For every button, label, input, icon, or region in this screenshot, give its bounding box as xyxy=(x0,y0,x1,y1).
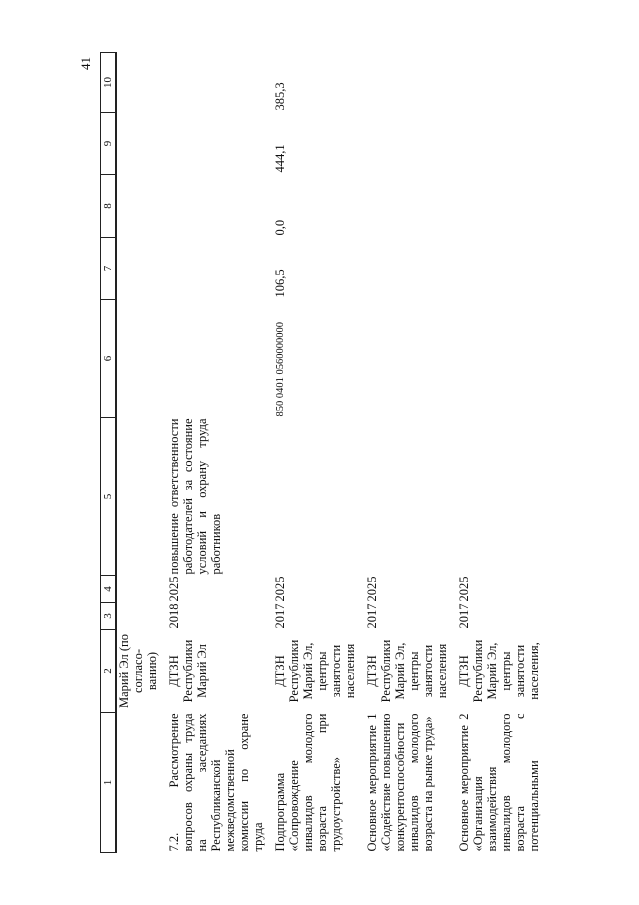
value-col-9 xyxy=(457,113,541,175)
executor: Марий Эл (по согласо-ванию) xyxy=(117,634,159,708)
start-year: 2017 xyxy=(457,603,471,629)
executor: ДТЗН Республики Марий Эл, центры занятости населения xyxy=(365,639,449,703)
table-row xyxy=(365,53,457,853)
value-col-9: 444,1 xyxy=(273,144,287,173)
value-col-7 xyxy=(167,238,273,300)
end-year: 2025 xyxy=(457,576,471,602)
expected-result xyxy=(457,418,541,576)
expected-result xyxy=(116,418,167,576)
value-col-9 xyxy=(167,113,273,175)
measure-name: Основное мероприятие 1 «Содействие повышению конкурентоспособности инвалидов молодого возраста на рынке труда» xyxy=(365,713,435,852)
value-col-7 xyxy=(365,238,457,300)
measure-name: Подпрограмма «Сопровождение инвалидов молодого возраста при трудоустройстве» xyxy=(273,713,343,852)
value-col-8 xyxy=(116,175,167,238)
executor: ДТЗН Республики Марий Эл, центры занятости населения xyxy=(273,639,357,703)
value-col-8 xyxy=(167,175,273,238)
value-col-8 xyxy=(457,175,541,238)
header-cell: 4 xyxy=(101,576,117,603)
start-year: 2017 xyxy=(365,603,379,629)
measure-name: 7.2. Рассмотрение вопросов охраны труда на заседаниях Республиканской межведомственной комиссии по охране труда xyxy=(167,713,265,852)
value-col-8: 0,0 xyxy=(273,219,287,236)
header-cell: 7 xyxy=(101,238,117,300)
measure-name: Основное мероприятие 2 «Организация взаимодействия инвалидов молодого возраста с потенциальными xyxy=(457,713,541,852)
end-year xyxy=(116,576,167,603)
header-cell: 8 xyxy=(101,175,117,238)
value-col-9 xyxy=(116,113,167,175)
budget-code xyxy=(116,300,167,418)
value-col-7: 106,5 xyxy=(273,269,287,298)
value-col-9 xyxy=(365,113,457,175)
expected-result: повышение ответственности работодателей за состояние условий и охрану труда работников xyxy=(167,418,223,575)
table-row xyxy=(273,53,365,853)
page-number: 41 xyxy=(78,57,93,70)
header-cell: 5 xyxy=(101,418,117,576)
executor: ДТЗН Республики Марий Эл xyxy=(167,639,209,703)
header-cell: 6 xyxy=(101,300,117,418)
budget-code xyxy=(365,300,457,418)
budget-code: 850 0401 0560000000 xyxy=(275,322,286,417)
value-col-10 xyxy=(365,53,457,113)
value-col-7 xyxy=(116,238,167,300)
end-year: 2025 xyxy=(365,576,379,602)
value-col-7 xyxy=(457,238,541,300)
table-row xyxy=(457,53,541,853)
expected-result xyxy=(365,418,457,576)
end-year: 2025 xyxy=(273,576,287,602)
header-cell: 2 xyxy=(101,630,117,713)
start-year: 2017 xyxy=(273,603,287,629)
expected-result xyxy=(273,418,365,576)
header-cell: 10 xyxy=(101,53,117,113)
value-col-10 xyxy=(116,53,167,113)
header-cell: 1 xyxy=(101,713,117,853)
value-col-8 xyxy=(365,175,457,238)
value-col-10 xyxy=(457,53,541,113)
header-row xyxy=(101,53,117,853)
program-table xyxy=(100,52,541,853)
header-cell: 3 xyxy=(101,603,117,630)
start-year: 2018 xyxy=(167,603,181,629)
table-row xyxy=(116,53,167,853)
end-year: 2025 xyxy=(167,576,181,602)
table-row xyxy=(167,53,273,853)
measure-name xyxy=(116,713,167,853)
value-col-10 xyxy=(167,53,273,113)
executor: ДТЗН Республики Марий Эл, центры занятости населения, xyxy=(457,639,541,703)
budget-code xyxy=(167,300,273,418)
start-year xyxy=(116,603,167,630)
value-col-10: 385,3 xyxy=(273,82,287,111)
budget-code xyxy=(457,300,541,418)
header-cell: 9 xyxy=(101,113,117,175)
